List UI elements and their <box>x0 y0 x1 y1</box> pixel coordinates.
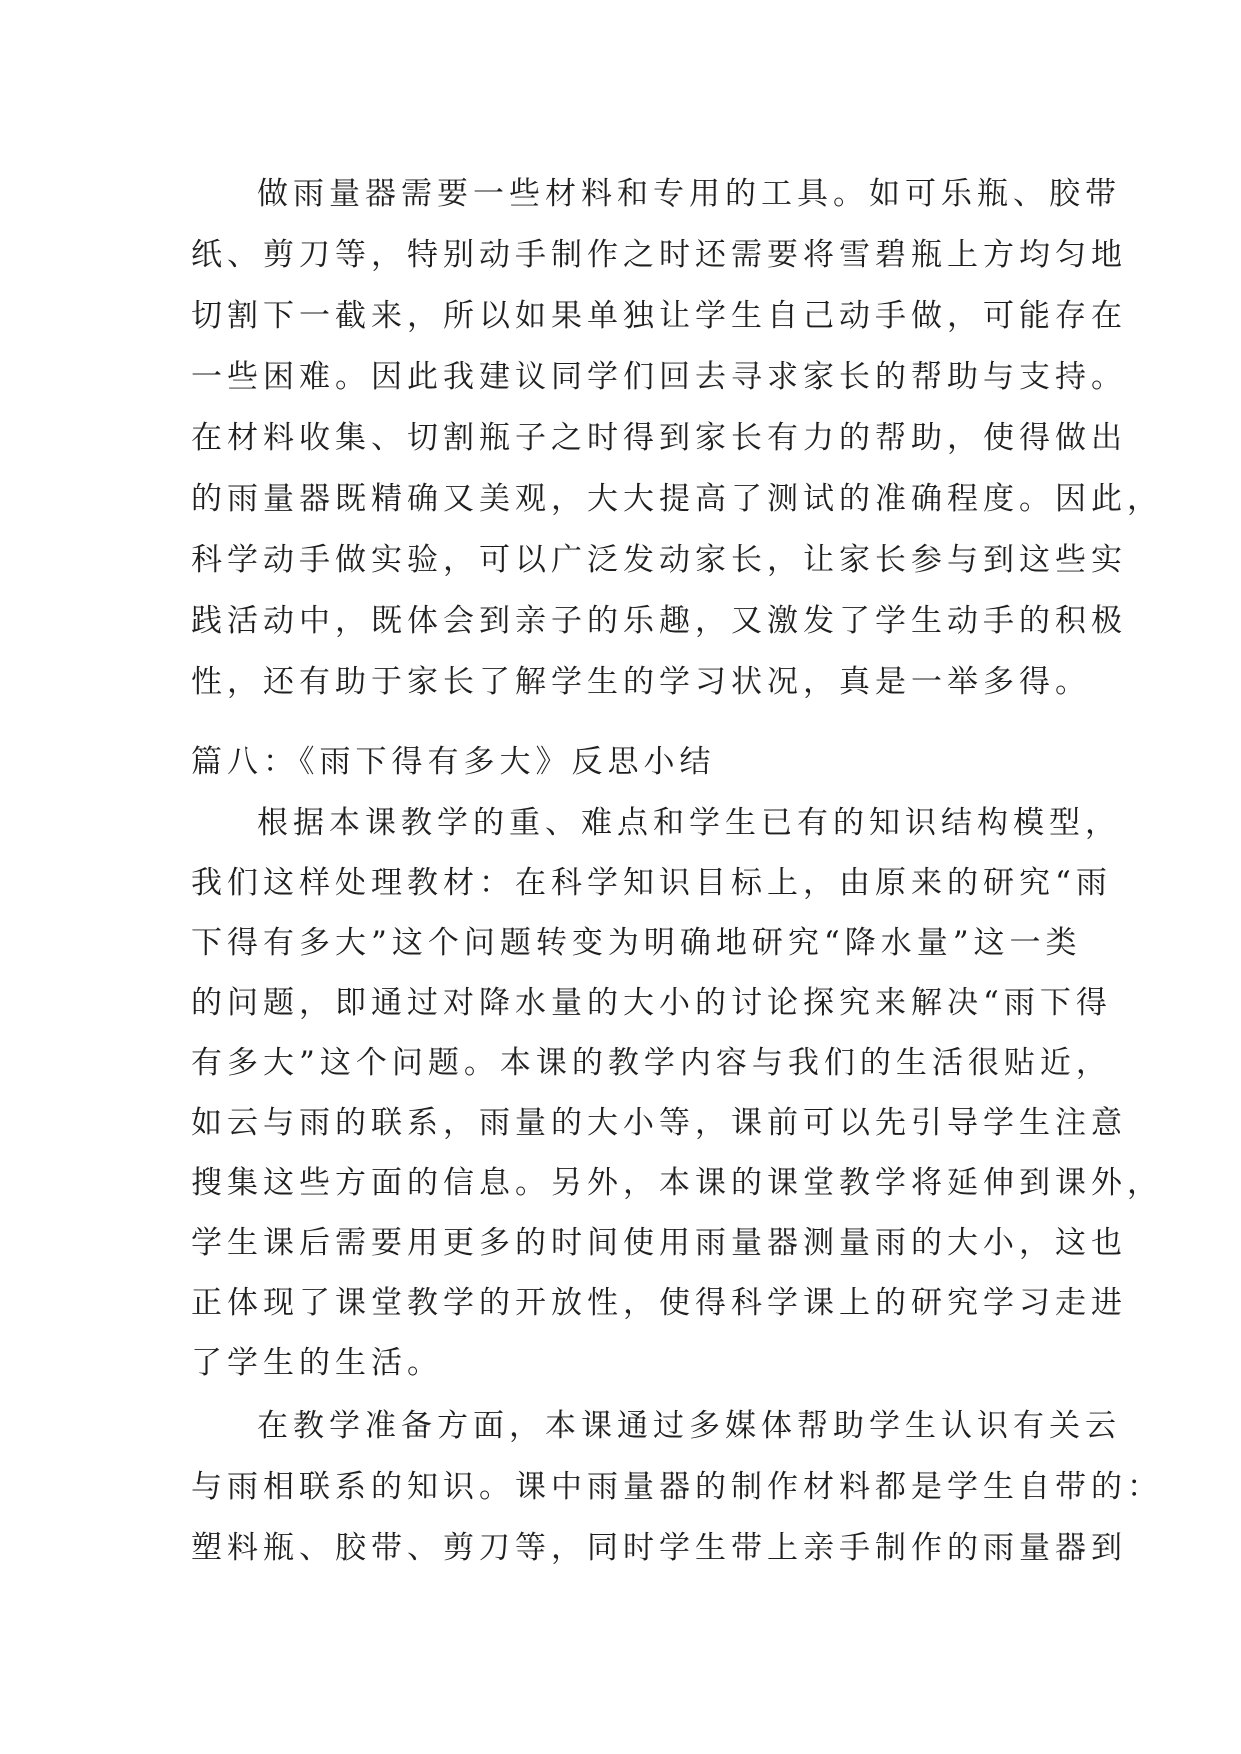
paragraph-1-line-6: 的雨量器既精确又美观，大大提高了测试的准确程度。因此， <box>191 481 1163 517</box>
paragraph-1-line-9: 性，还有助于家长了解学生的学习状况，真是一举多得。 <box>191 664 1091 700</box>
paragraph-1-line-4: 一些困难。因此我建议同学们回去寻求家长的帮助与支持。 <box>191 359 1127 395</box>
paragraph-1-line-5: 在材料收集、切割瓶子之时得到家长有力的帮助，使得做出 <box>191 420 1127 456</box>
paragraph-1-line-7: 科学动手做实验，可以广泛发动家长，让家长参与到这些实 <box>191 542 1127 578</box>
paragraph-2-line-1: 根据本课教学的重、难点和学生已有的知识结构模型， <box>257 805 1121 841</box>
paragraph-2-line-8: 学生课后需要用更多的时间使用雨量器测量雨的大小，这也 <box>191 1225 1127 1261</box>
paragraph-2-line-5: 有多大”这个问题。本课的教学内容与我们的生活很贴近， <box>191 1045 1112 1081</box>
paragraph-3-line-1: 在教学准备方面，本课通过多媒体帮助学生认识有关云 <box>257 1408 1121 1444</box>
paragraph-1-line-2: 纸、剪刀等，特别动手制作之时还需要将雪碧瓶上方均匀地 <box>191 237 1127 273</box>
paragraph-2-line-9: 正体现了课堂教学的开放性，使得科学课上的研究学习走进 <box>191 1285 1127 1321</box>
paragraph-1-line-8: 践活动中，既体会到亲子的乐趣，又激发了学生动手的积极 <box>191 603 1127 639</box>
paragraph-2-line-4: 的问题，即通过对降水量的大小的讨论探究来解决“雨下得 <box>191 985 1112 1021</box>
paragraph-2-line-2: 我们这样处理教材：在科学知识目标上，由原来的研究“雨 <box>191 865 1112 901</box>
section-title: 篇八：《雨下得有多大》反思小结 <box>191 744 716 780</box>
paragraph-2-line-7: 搜集这些方面的信息。另外，本课的课堂教学将延伸到课外， <box>191 1165 1163 1201</box>
paragraph-2-line-10: 了学生的生活。 <box>191 1345 443 1381</box>
paragraph-2-line-3: 下得有多大”这个问题转变为明确地研究“降水量”这一类 <box>191 925 1082 961</box>
paragraph-2-line-6: 如云与雨的联系，雨量的大小等，课前可以先引导学生注意 <box>191 1105 1127 1141</box>
paragraph-1-line-3: 切割下一截来，所以如果单独让学生自己动手做，可能存在 <box>191 298 1127 334</box>
paragraph-3-line-3: 塑料瓶、胶带、剪刀等，同时学生带上亲手制作的雨量器到 <box>191 1530 1127 1566</box>
paragraph-1-line-1: 做雨量器需要一些材料和专用的工具。如可乐瓶、胶带 <box>257 176 1121 212</box>
paragraph-3-line-2: 与雨相联系的知识。课中雨量器的制作材料都是学生自带的： <box>191 1469 1163 1505</box>
